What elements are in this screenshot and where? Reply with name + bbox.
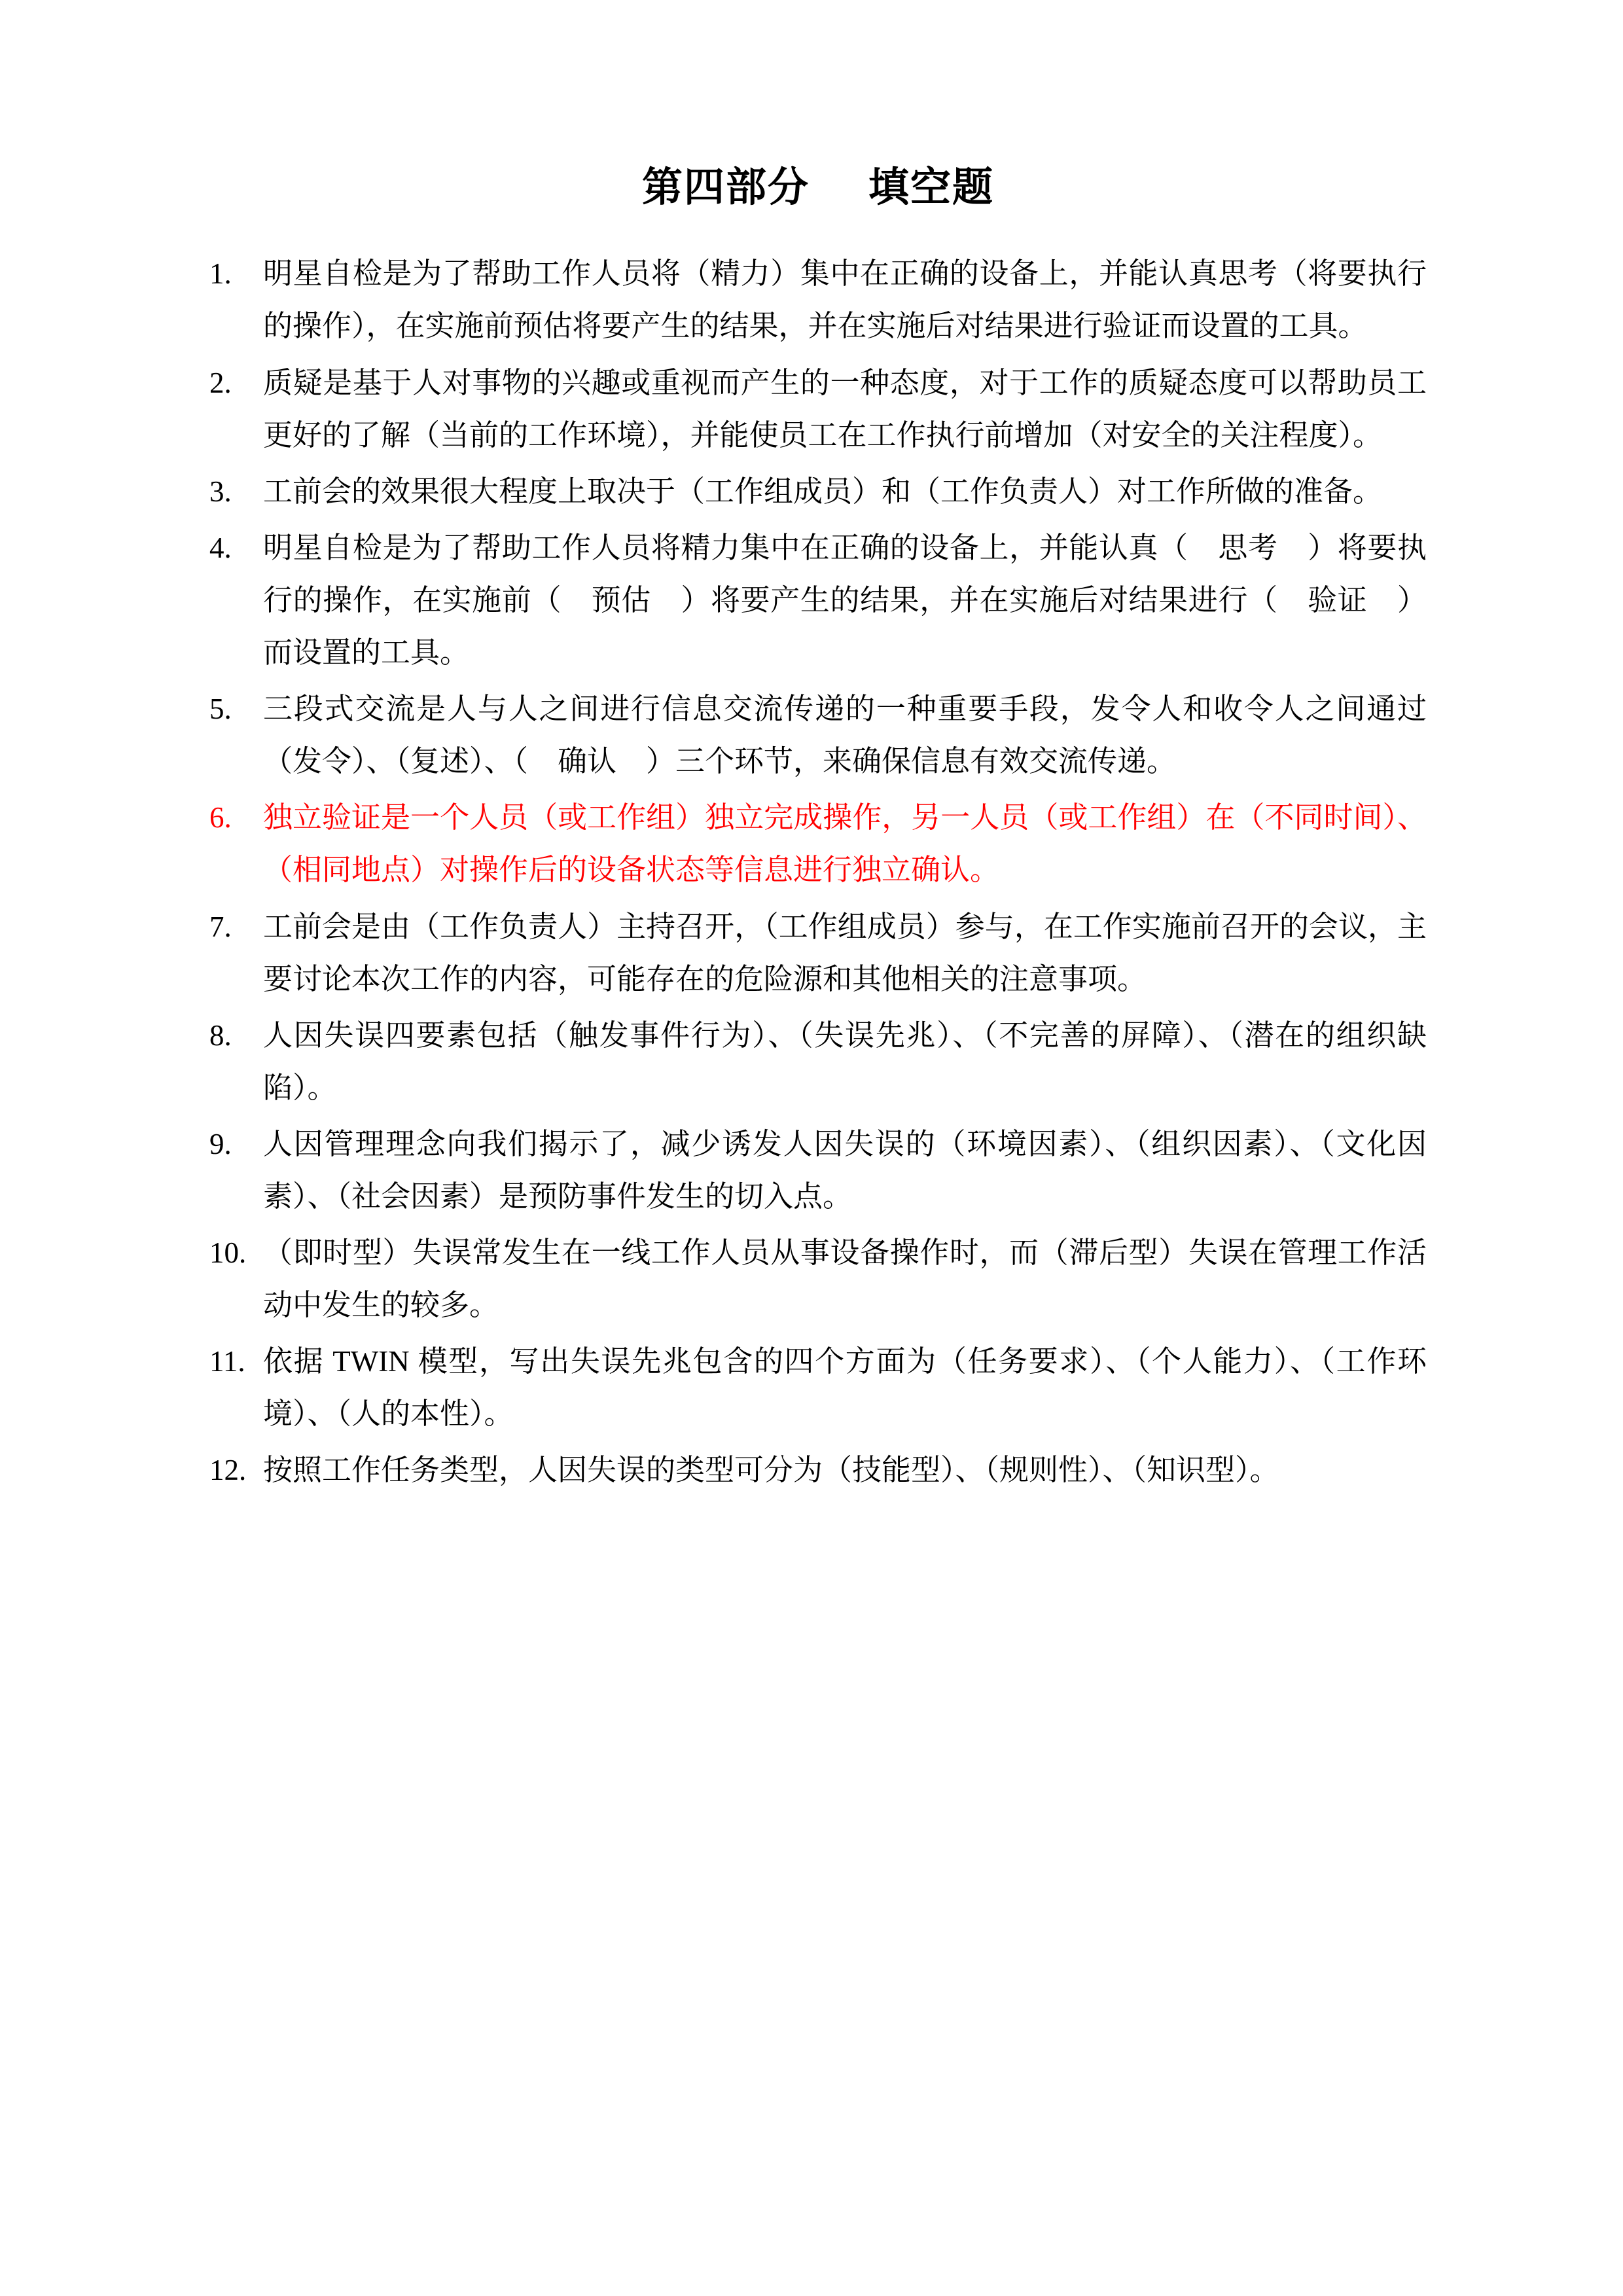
item-number: 10. xyxy=(209,1236,247,1270)
list-item xyxy=(209,683,1427,787)
list-item xyxy=(209,247,1427,352)
list-item xyxy=(209,357,1427,461)
item-text: 人因管理理念向我们揭示了，减少诱发人因失误的（环境因素）、（组织因素）、（文化因素）、（社会因素）是预防事件发生的切入点。 xyxy=(263,1127,1427,1213)
item-text: （即时型）失误常发生在一线工作人员从事设备操作时，而（滞后型）失误在管理工作活动中发生的较多。 xyxy=(263,1236,1427,1322)
item-text: 明星自检是为了帮助工作人员将精力集中在正确的设备上，并能认真（ 思考 ）将要执行的操作，在实施前（ 预估 ）将要产生的结果，并在实施后对结果进行（ 验证 ）而设置的工具。 xyxy=(263,531,1427,670)
item-number: 11. xyxy=(209,1345,245,1378)
item-number: 7. xyxy=(209,910,232,943)
item-text: 工前会是由（工作负责人）主持召开，（工作组成员）参与，在工作实施前召开的会议，主要讨论本次工作的内容，可能存在的危险源和其他相关的注意事项。 xyxy=(263,910,1427,996)
item-text: 质疑是基于人对事物的兴趣或重视而产生的一种态度，对于工作的质疑态度可以帮助员工更好的了解（当前的工作环境），并能使员工在工作执行前增加（对安全的关注程度）。 xyxy=(263,366,1427,452)
list-item xyxy=(209,1335,1427,1440)
item-number: 3. xyxy=(209,475,232,508)
list-item xyxy=(209,1444,1427,1496)
item-number: 1. xyxy=(209,257,232,291)
list-item xyxy=(209,1118,1427,1223)
item-number: 2. xyxy=(209,366,232,399)
page-title-sub: 填空题 xyxy=(868,166,995,210)
list-item xyxy=(209,465,1427,518)
item-text: 人因失误四要素包括（触发事件行为）、（失误先兆）、（不完善的屏障）、（潜在的组织缺陷）。 xyxy=(263,1018,1427,1104)
list-item xyxy=(209,1009,1427,1114)
item-number: 6. xyxy=(209,801,232,834)
page-title-main: 第四部分 xyxy=(641,166,810,210)
list-item-highlighted xyxy=(209,791,1427,896)
item-number: 8. xyxy=(209,1018,232,1052)
item-text: 按照工作任务类型，人因失误的类型可分为（技能型）、（规则性）、（知识型）。 xyxy=(263,1454,1279,1487)
question-list xyxy=(209,247,1427,1496)
item-number: 5. xyxy=(209,692,232,726)
item-text: 独立验证是一个人员（或工作组）独立完成操作，另一人员（或工作组）在（不同时间）、（相同地点）对操作后的设备状态等信息进行独立确认。 xyxy=(263,801,1427,887)
item-text: 工前会的效果很大程度上取决于（工作组成员）和（工作负责人）对工作所做的准备。 xyxy=(263,475,1383,508)
item-number: 9. xyxy=(209,1127,232,1160)
item-text: 明星自检是为了帮助工作人员将（精力）集中在正确的设备上，并能认真思考（将要执行的操作），在实施前预估将要产生的结果，并在实施后对结果进行验证而设置的工具。 xyxy=(263,257,1427,343)
list-item xyxy=(209,901,1427,1005)
item-text: 依据 TWIN 模型，写出失误先兆包含的四个方面为（任务要求）、（个人能力）、（工作环境）、（人的本性）。 xyxy=(263,1345,1427,1431)
item-text: 三段式交流是人与人之间进行信息交流传递的一种重要手段，发令人和收令人之间通过（发令）、（复述）、（ 确认 ）三个环节，来确保信息有效交流传递。 xyxy=(263,692,1427,778)
item-number: 12. xyxy=(209,1454,247,1487)
item-number: 4. xyxy=(209,531,232,564)
list-item xyxy=(209,522,1427,679)
list-item xyxy=(209,1227,1427,1331)
page-title xyxy=(209,164,1427,212)
